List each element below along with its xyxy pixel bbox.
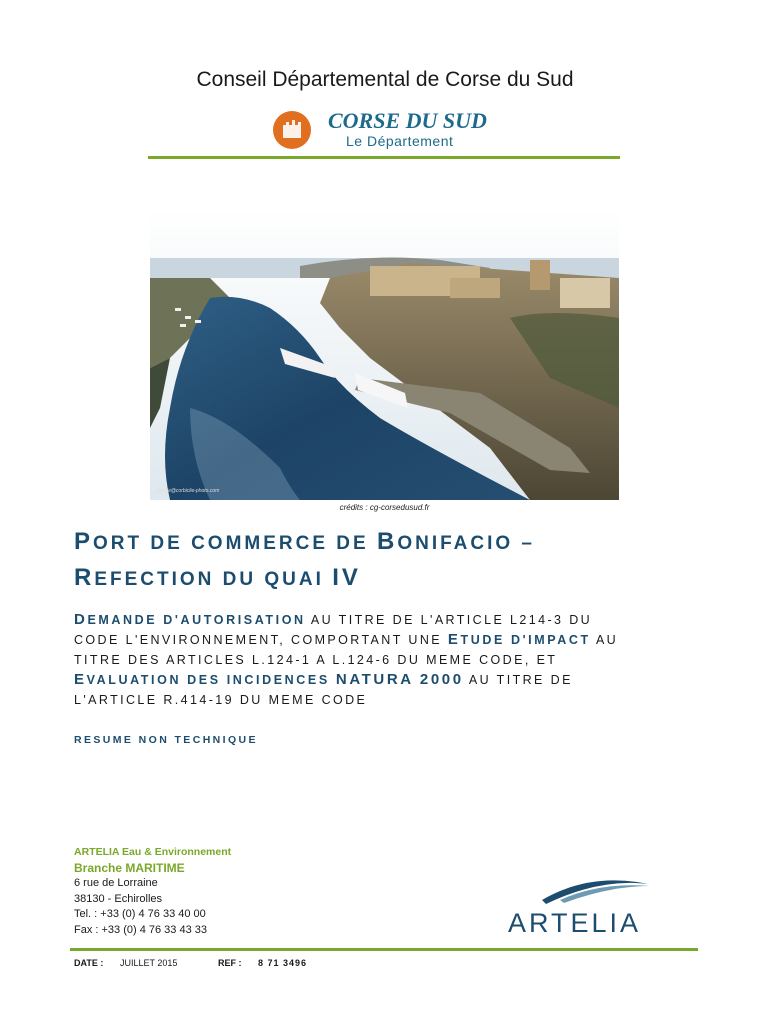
ref-value: 8 71 3496 bbox=[258, 958, 308, 968]
date-label: DATE : bbox=[74, 958, 104, 968]
title-line-1: PORT DE COMMERCE DE BONIFACIO – bbox=[74, 528, 535, 555]
document-title bbox=[74, 525, 694, 597]
address-tel: Tel. : +33 (0) 4 76 33 40 00 bbox=[74, 908, 206, 920]
company-branch: Branche MARITIME bbox=[74, 860, 185, 875]
logo-tagline: Le Département bbox=[346, 133, 454, 149]
address-street: 6 rue de Lorraine bbox=[74, 877, 158, 889]
company-name: ARTELIA Eau & Environnement bbox=[74, 846, 232, 858]
corse-du-sud-logo bbox=[270, 108, 500, 152]
date-value: JUILLET 2015 bbox=[120, 958, 178, 968]
artelia-logo bbox=[500, 870, 690, 940]
title-line-2: REFECTION DU QUAI IV bbox=[74, 564, 361, 591]
logo-name: CORSE DU SUD bbox=[328, 108, 487, 133]
subtitle-line-5: L'ARTICLE R.414-19 DU MEME CODE bbox=[74, 693, 368, 707]
company-address-block bbox=[74, 845, 231, 938]
subtitle-line-1: DEMANDE D'AUTORISATION AU TITRE DE L'ARTICLE L214-3 DU bbox=[74, 611, 593, 628]
artelia-wordmark: ARTELIA bbox=[508, 908, 642, 938]
subtitle-line-3: TITRE DES ARTICLES L.124-1 A L.124-6 DU MEME CODE, ET bbox=[74, 653, 558, 667]
ref-label: REF : bbox=[218, 958, 242, 968]
address-city: 38130 - Echirolles bbox=[74, 892, 163, 905]
photo-watermark: j.poulie@corbiclie-photo.com bbox=[155, 488, 220, 494]
address-fax: Fax : +33 (0) 4 76 33 43 33 bbox=[74, 923, 208, 936]
document-type-label: RESUME NON TECHNIQUE bbox=[74, 734, 258, 746]
header-divider bbox=[148, 156, 620, 159]
subtitle-line-2: CODE L'ENVIRONNEMENT, COMPORTANT UNE ETUDE D'IMPACT AU bbox=[74, 631, 619, 648]
organisation-title: Conseil Départemental de Corse du Sud bbox=[196, 68, 574, 91]
footer-divider bbox=[70, 948, 698, 951]
document-subtitle bbox=[74, 610, 704, 710]
bonifacio-port-photo bbox=[150, 208, 619, 500]
photo-credit: crédits : cg-corsedusud.fr bbox=[339, 503, 430, 512]
subtitle-line-4: EVALUATION DES INCIDENCES NATURA 2000 AU TITRE DE bbox=[74, 671, 573, 688]
